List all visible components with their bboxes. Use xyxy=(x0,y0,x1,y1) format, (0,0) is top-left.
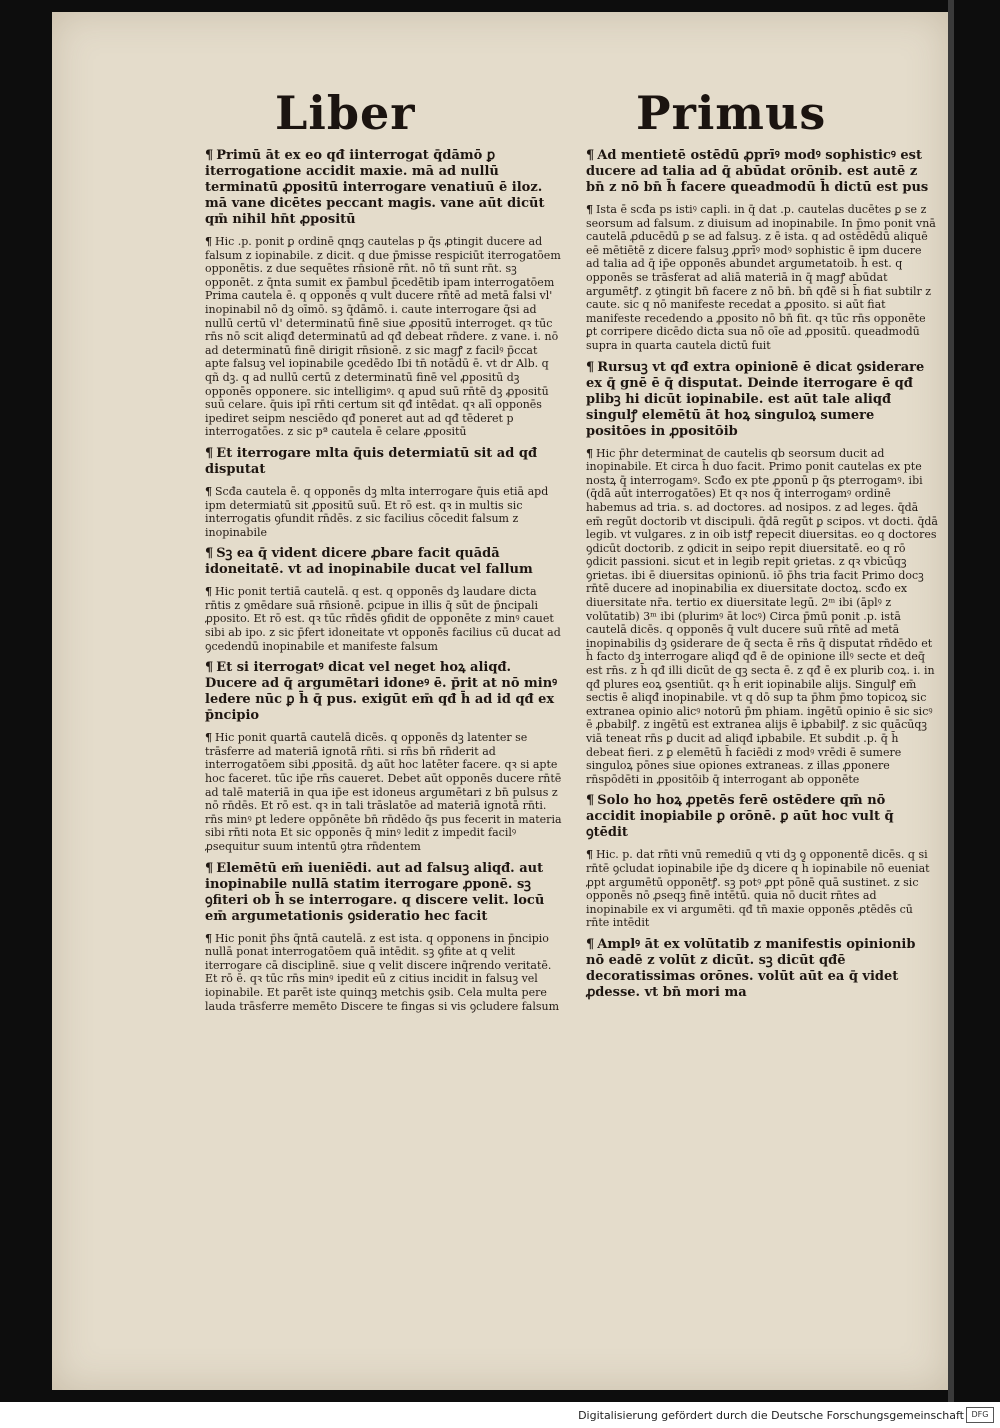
paragraph-text: Elemētū em̄ iueniēdi. aut ad falsuꝫ aliqđ. aut inopinabile nullā statim iterrogare ꝓponē. sꝫ ꝯfiteri ob h̄ se interrogare. q discere velit. locū em̄ argumetationis ꝯsideratio hec facit xyxy=(205,860,545,924)
paragraph-text: Hic ponit p̄hs q̄ntā cautelā. z est ista. q opponens in p̄ncipio nullā ponat interrogatōem quā intēdit. sꝫ ꝯfite at q velit iterrogare cā disciplinē. siue q velit discere inq̄rendo veritatē. Et rō ē. qꝛ tūc rn̄s minꝰ ipedit eū z citius incidit in falsuꝫ vel iopinabile. Et parēt iste quinqꝫ metchis ꝯsib. Cela multa pere lauda trāsferre memēto Discere te fingas si vis ꝯcludere falsum xyxy=(205,931,560,1013)
pilcrow-icon: ¶ xyxy=(205,585,212,599)
right-text-column xyxy=(586,148,938,1008)
pilcrow-icon: ¶ xyxy=(205,731,212,745)
pilcrow-icon: ¶ xyxy=(586,148,595,163)
paragraph-text: Scđa cautela ē. q opponēs dꝫ mlta interrogare q̄uis etiā apd ipm determiatū sit ꝓpositū suū. Et rō est. qꝛ in multis sic interrogatis ꝯfundit rn̄dēs. z sic facilius cōcedit falsum z inopinabile xyxy=(205,484,549,539)
aristotle-text-paragraph xyxy=(205,148,563,228)
pilcrow-icon: ¶ xyxy=(586,359,595,375)
paragraph-text: Hic. p. dat rn̄ti vnū remediū q vti dꝫ ꝯ opponentē dicēs. q si rn̄tē ꝯcludat iopinabile ip̄e dꝫ dicere q h̄ iopinabile nō eueniat ꝓpt argumētū opponētꝭ. sꝫ potꝰ ꝓpt pōnē quā sustinet. z sic opponēs nō ꝓseqꝫ finē intētū. quia nō ducit rn̄tes ad inopinabile ex vi argumēti. qđ tn̄ maxie opponēs ꝓtēdēs cū rn̄te intēdit xyxy=(586,848,930,930)
pilcrow-icon: ¶ xyxy=(586,848,593,862)
aristotle-text-paragraph xyxy=(205,446,563,478)
pilcrow-icon: ¶ xyxy=(586,203,593,216)
paragraph-text: Hic ponit quartā cautelā dicēs. q opponēs dꝫ latenter se trāsferre ad materiā ignotā rn̄ti. si rn̄s bn̄ rn̄derit ad interrogatōem sibi ꝓpositā. dꝫ aūt hoc latēter facere. qꝛ si apte hoc faceret. tūc ip̄e rn̄s caueret. Debet aūt opponēs ducere rn̄tē ad talē materiā in qua ip̄e est idoneus argumētari z bn̄ pulsus z nō rn̄dēs. Et rō est. qꝛ in tali trāslatōe ad materiā ignotā rn̄ti. rn̄s minꝰ ꝑt ledere oppōnēte bn̄ rn̄dēdo q̄s pus fecerit in materia sibi rn̄ti nota Et sic opponēs q̄ minꝰ ledit z impedit facilꝰ ꝓsequitur suum intentū ꝯtra rn̄dentem xyxy=(205,731,562,853)
aristotle-text-paragraph xyxy=(205,660,563,724)
aristotle-text-paragraph xyxy=(586,937,938,1001)
aristotle-text-paragraph xyxy=(205,861,563,925)
paragraph-text: Amplꝰ āt ex volūtatib z manifestis opinionib nō eadē z volūt z dicūt. sꝫ dicūt qđē decoratissimas orōnes. volūt aūt ea q̄ videt ꝓdesse. vt bn̄ mori ma xyxy=(586,936,916,1000)
pilcrow-icon: ¶ xyxy=(205,148,214,163)
pilcrow-icon: ¶ xyxy=(205,860,214,876)
digitization-footer xyxy=(0,1402,1000,1428)
funding-notice: Digitalisierung gefördert durch die Deutsche Forschungsgemeinschaft xyxy=(578,1409,964,1422)
commentary-paragraph xyxy=(205,485,563,539)
aristotle-text-paragraph xyxy=(586,148,938,196)
book-spine-edge xyxy=(948,0,954,1402)
pilcrow-icon: ¶ xyxy=(205,235,212,248)
commentary-paragraph xyxy=(205,235,563,439)
pilcrow-icon: ¶ xyxy=(205,546,214,562)
pilcrow-icon: ¶ xyxy=(205,484,212,498)
running-head-right: Primus xyxy=(636,86,827,140)
commentary-paragraph xyxy=(205,585,563,653)
pilcrow-icon: ¶ xyxy=(586,936,595,952)
commentary-paragraph xyxy=(586,203,938,353)
running-head-left: Liber xyxy=(275,86,416,140)
paragraph-text: Hic p̄hr determinat de cautelis qb seorsum ducit ad inopinabile. Et circa h̄ duo facit. Primo ponit cautelas ex pte nostꝝ q̄ interrogamꝰ. Scđo ex pte ꝓponū p q̄s ꝑterrogamꝰ. ibi (q̄dā aūt interrogatōes) Et qꝛ nos q̄ interrogamꝰ ordinē habemus ad tria. s. ad doctores. ad nosipos. z ad leges. q̄dā em̄ regūt doctorib vt discipuli. q̄dā regūt ꝑ scipos. vt docti. q̄dā legib. vt vulgares. z in oib istꝭ repecit diuersitas. eo q doctores ꝯdicūt doctorib. z ꝯdicit in seipo repit diuersitatē. eo q rō ꝯdicit passioni. sicut et in legib repit ꝯrietas. z qꝛ vbicūqꝫ ꝯrietas. ibi ē diuersitas opinionū. iō p̄hs tria facit Primo docꝫ rn̄tē ducere ad inopinabilia ex diuersitate doctoꝝ. scđo ex diuersitate nr̄a. tertio ex diuersitate legū. 2ᵐ ibi (āplꝰ z volūtatib) 3ᵐ ibi (plurimꝰ āt locꝰ) Circa p̄mū ponit .p. istā cautelā dicēs. q opponēs q̄ vult ducere suū rn̄tē ad metā inopinabilis dꝫ ꝯsiderare de q̄ secta ē rn̄s q̄ disputat rn̄dēdo et h̄ facto dꝫ interrogare aliqđ qđ ē de opinione illꝰ secte et deq̄ est rn̄s. z h̄ qđ illi dicūt de qꝫ secta ē. z qđ ē ex plurib coꝝ. i. in qđ plures eoꝝ ꝯsentiūt. qꝛ h̄ erit iopinabile alijs. Singulꝭ em̄ sectis ē aliqđ inopinabile. vt q dō sup ta p̄hm p̄mo topicoꝝ sic extranea opinio alicꝰ notorū p̄m phiam. ingētū opinio ē sic sicꝰ ē ꝓbabilꝭ. z ingētū est extranea alijs ē iꝓbabilꝭ. z sic quācūqꝫ viā teneat rn̄s ꝑ ducit ad aliqđ iꝓbabile. Et subdit .p. q̄ h̄ debeat fieri. z ꝑ elemētū h̄ faciēdi z modꝰ vrēdi ē sumere singuloꝝ pōnes siue opiones extraneas. z illas ꝓponere rn̄spōdēti in ꝓpositōib q̄ interrogant ab opponēte xyxy=(586,446,938,786)
paragraph-text: Ista ē scđa ps istiꝰ capli. in q̄ dat .p. cautelas ducētes ꝑ se z seorsum ad falsum. z diuisum ad inopinabile. In p̄mo ponit vnā cautelā ꝓducēdū ꝑ se ad falsuꝫ. z ē ista. q ad ostēdēdū aliquē eē mētiētē z dicere falsuꝫ ꝓprīꝰ modꝰ sophistic ē ipm ducere ad talia ad q̄ ip̄e opponēs abundet argumetatoib. h̄ est. q opponēs se trāsferat ad aliā materiā in q̄ magꝭ abūdat argumētꝭ. z ꝯtingit bn̄ facere z nō bn̄. bn̄ qđē si h̄ fiat subtilr z caute. sic q nō manifeste recedat a ꝓposito. si aūt fiat manifeste recedendo a ꝓposito nō bn̄ fit. qꝛ tūc rn̄s opponēte ꝑt corripere dicēdo dicta sua nō oīe ad ꝓpositū. queadmodū supra in quarta cautela dictū fuit xyxy=(586,203,936,352)
aristotle-text-paragraph xyxy=(205,546,563,578)
dfg-logo: DFG xyxy=(966,1407,994,1423)
paragraph-text: Hic .p. ponit ꝑ ordinē qnqꝫ cautelas p q̄s ꝓtingit ducere ad falsum z iopinabile. z dicit. q due p̄misse respiciūt iterrogatōem opponētis. z due sequētes rn̄sionē rn̄t. nō tñ sunt rn̄t. sꝫ opponēt. z q̄nta sumit ex p̄ambul p̄cedētib ipam interrogatōem Prima cautela ē. q opponēs q vult ducere rn̄tē ad metā falsi vl' inopinabil nō dꝫ oīmō. sꝫ q̄dāmō. i. caute interrogare q̄si ad nullū certū vl' determinatū finē siue ꝓpositū interroget. qꝛ tūc rn̄s nō scit aliqđ determinatū ad qđ debeat rn̄dere. z vane. i. nō ad determinatū finē dirigit rn̄sionē. z sic magꝭ z facilꝰ p̄ccat apte falsuꝫ vel iopinabile ꝯcedēdo Ibi tn̄ notādū ē. vt dr Alb. q qñ dꝫ. q ad nullū certū z determinatū finē vel ꝓpositū dꝫ opponēs opponere. sic intelligimꝰ. q apud suū rn̄tē dꝫ ꝓpositū suū celare. q̄uis ipī rn̄ti certum sit qđ intēdat. qꝛ alī opponēs ipediret seipm nesciēdo qđ poneret aut ad qđ tēderet p interrogatōes. z sic pª cautela ē celare ꝓpositū xyxy=(205,235,561,439)
commentary-paragraph xyxy=(586,848,938,930)
aristotle-text-paragraph xyxy=(586,360,938,440)
paragraph-text: Solo ho hoꝝ ꝓpetēs ferē ostēdere qm̄ nō accidit inopiabile ꝑ orōnē. ꝑ aūt hoc vult q̄ ꝯtēdit xyxy=(586,793,894,841)
pilcrow-icon: ¶ xyxy=(205,660,214,676)
pilcrow-icon: ¶ xyxy=(205,931,212,945)
paragraph-text: Et si iterrogatꝰ dicat vel neget hoꝝ aliqđ. Ducere ad q̄ argumētari idoneꝰ ē. p̄rit at nō minꝰ ledere nūc ꝑ h̄ q̄ pus. exigūt em̄ qđ h̄ ad id qđ ex p̄ncipio xyxy=(205,660,558,724)
commentary-paragraph xyxy=(205,932,563,1014)
left-text-column xyxy=(205,148,563,1020)
paragraph-text: Hic ponit tertiā cautelā. q est. q opponēs dꝫ laudare dicta rn̄tis z ꝯmēdare suā rn̄sionē. ꝑcipue in illis q̄ sūt de p̄ncipali ꝓposito. Et rō est. qꝛ tūc rn̄dēs ꝯfidit de opponēte z minꝰ cauet sibi ab ipo. z sic p̄fert idoneitate vt opponēs facilius cū ducat ad ꝯcedendū inopinabile et manifeste falsum xyxy=(205,585,561,653)
paragraph-text: Rursuꝫ vt qđ extra opinionē ē dicat ꝯsiderare ex q̄ gnē ē q̄ disputat. Deinde iterrogare ē qđ plibꝫ hi dicūt iopinabile. est aūt tale aliqđ singulꝭ elemētū āt hoꝝ singuloꝝ sumere positōes in ꝓpositōib xyxy=(586,359,925,439)
pilcrow-icon: ¶ xyxy=(586,793,595,809)
pilcrow-icon: ¶ xyxy=(586,446,593,460)
paragraph-text: Et iterrogare mlta q̄uis determiatū sit ad qđ disputat xyxy=(205,445,538,477)
paragraph-text: Ad mentietē ostēdū ꝓprīꝰ modꝰ sophisticꝰ est ducere ad talia ad q̄ abūdat orōnib. est autē z bn̄ z nō bn̄ h̄ facere queadmodū h̄ dictū est pus xyxy=(586,148,929,195)
commentary-paragraph xyxy=(586,447,938,787)
aristotle-text-paragraph xyxy=(586,793,938,841)
pilcrow-icon: ¶ xyxy=(205,445,214,461)
paragraph-text: Primū āt ex eo qđ iinterrogat q̄dāmō ꝑ iterrogatione accidit maxie. mā ad nullū terminatū ꝓpositū interrogare venatiuū ē iloz. mā vane dicētes peccant magis. vane aūt dicūt qm̄ nihil hn̄t ꝓpositū xyxy=(205,148,545,227)
paragraph-text: Sꝫ ea q̄ vident dicere ꝓbare facit quādā idoneitatē. vt ad inopinabile ducat vel fallum xyxy=(205,546,533,578)
commentary-paragraph xyxy=(205,731,563,853)
